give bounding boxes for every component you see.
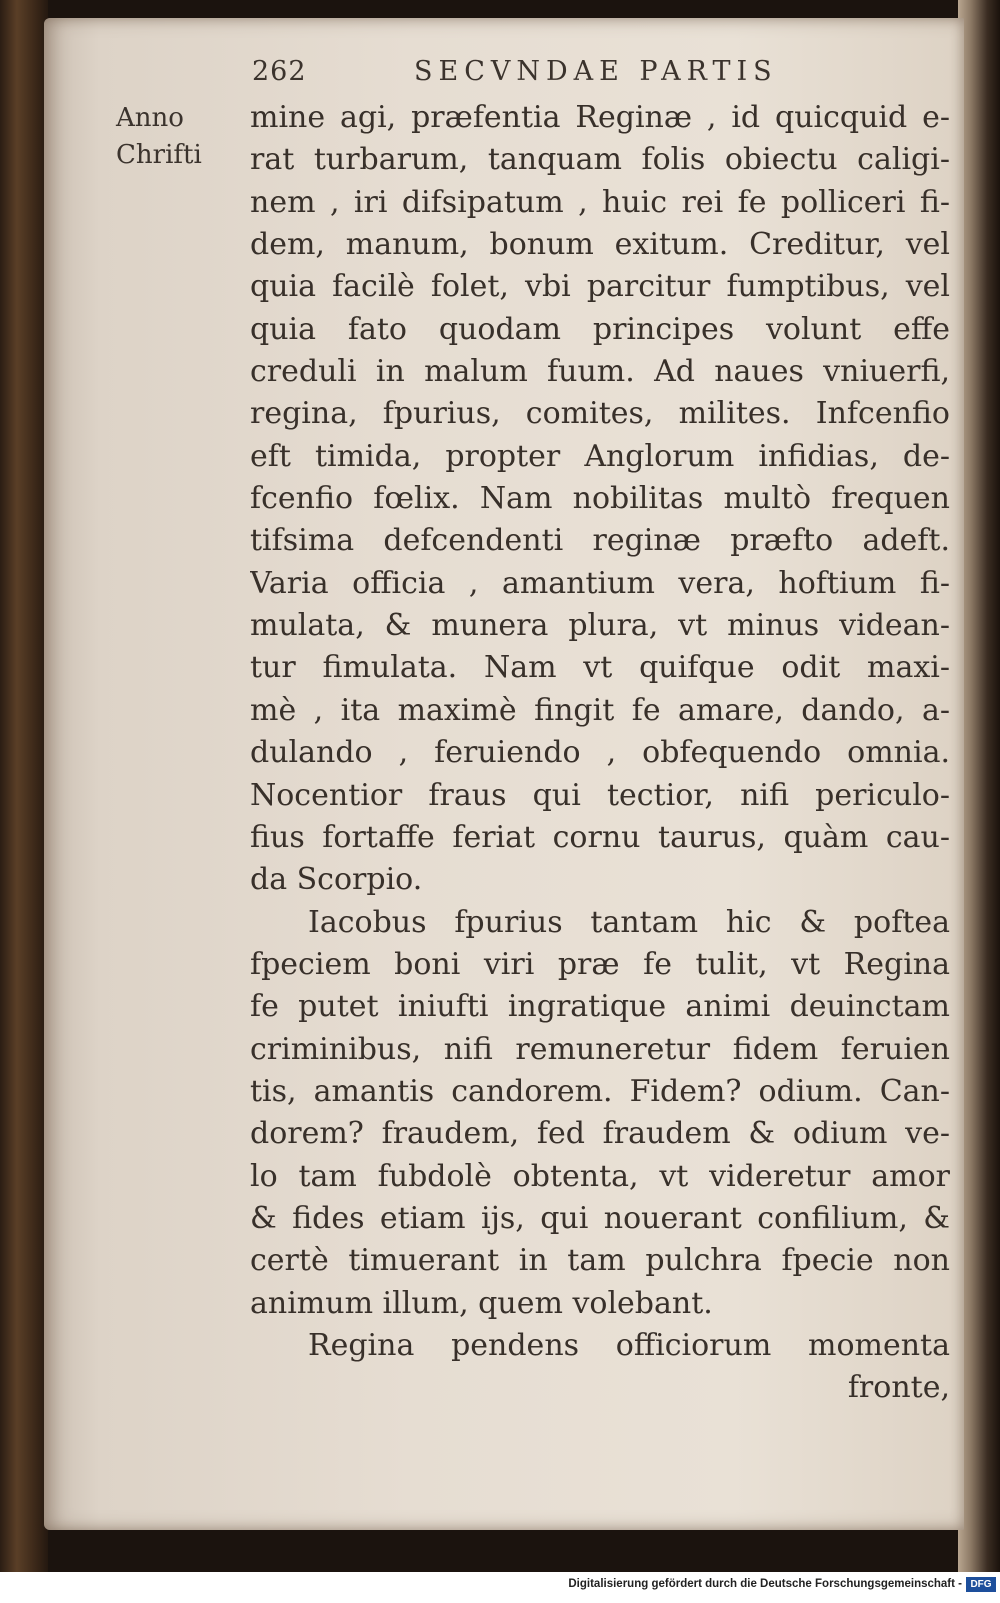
text-line: tis, amantis candorem. Fidem? odium. Can-	[250, 1073, 950, 1109]
text-line: da Scorpio.	[250, 862, 423, 898]
text-line: fe putet iniufti ingratique animi deuinctam	[250, 989, 950, 1025]
text-line: certè timuerant in tam pulchra fpecie non	[250, 1243, 950, 1279]
text-line: quia facilè folet, vbi parcitur fumptibus, vel	[250, 269, 950, 305]
dfg-logo: DFG	[966, 1577, 996, 1592]
page-header	[252, 56, 952, 96]
text-line: & fides etiam ijs, qui nouerant confilium, &	[250, 1200, 950, 1236]
funding-credit: Digitalisierung gefördert durch die Deutsche Forschungsgemeinschaft -	[568, 1578, 962, 1590]
text-line: Iacobus fpurius tantam hic & poftea	[308, 904, 950, 940]
text-line: mè , ita maximè fingit fe amare, dando, a-	[250, 692, 950, 728]
body-text	[250, 97, 950, 1410]
text-line: nem , iri difsipatum , huic rei fe polliceri fi-	[250, 184, 950, 220]
text-line: dulando , feruiendo , obfequendo omnia.	[250, 735, 950, 771]
text-line: tur fimulata. Nam vt quifque odit maxi-	[250, 650, 950, 686]
text-line: fcenfio fœlix. Nam nobilitas multò frequen	[250, 481, 950, 517]
running-head: SECVNDAE PARTIS	[414, 56, 778, 87]
margin-note-line: Chrifti	[116, 140, 202, 170]
text-line: eft timida, propter Anglorum infidias, de-	[250, 438, 950, 474]
catchword: fronte,	[847, 1370, 950, 1406]
digitization-footer	[0, 1572, 1000, 1603]
text-line: rat turbarum, tanquam folis obiectu caligi-	[250, 142, 950, 178]
text-line: lo tam fubdolè obtenta, vt videretur amor	[250, 1158, 950, 1194]
page-number: 262	[252, 56, 307, 87]
page-edge	[958, 0, 1000, 1572]
text-line: Nocentior fraus qui tectior, nifi periculo-	[250, 777, 950, 813]
text-line: mine agi, præfentia Reginæ , id quicquid e-	[250, 100, 950, 135]
margin-note	[116, 100, 236, 174]
text-line: creduli in malum fuum. Ad naues vniuerfi,	[250, 354, 950, 390]
text-line: dem, manum, bonum exitum. Creditur, vel	[250, 227, 950, 263]
text-line: regina, fpurius, comites, milites. Infcenfio	[250, 396, 950, 432]
book-binding	[0, 0, 48, 1572]
text-line: quia fato quodam principes volunt effe	[250, 311, 950, 347]
text-line: dorem? fraudem, fed fraudem & odium ve-	[250, 1116, 950, 1152]
text-line: mulata, & munera plura, vt minus videan-	[250, 608, 950, 644]
text-line: animum illum, quem volebant.	[250, 1285, 713, 1321]
text-line: Varia officia , amantium vera, hoftium fi-	[250, 565, 950, 601]
text-line: criminibus, nifi remuneretur fidem feruien	[250, 1031, 950, 1067]
text-line: Regina pendens officiorum momenta	[308, 1327, 950, 1363]
text-line: fpeciem boni viri præ fe tulit, vt Regina	[250, 946, 950, 982]
margin-note-line: Anno	[116, 103, 184, 133]
text-line: fius fortaffe feriat cornu taurus, quàm cau-	[250, 819, 950, 855]
text-line: tifsima defcendenti reginæ præfto adeft.	[250, 523, 950, 559]
